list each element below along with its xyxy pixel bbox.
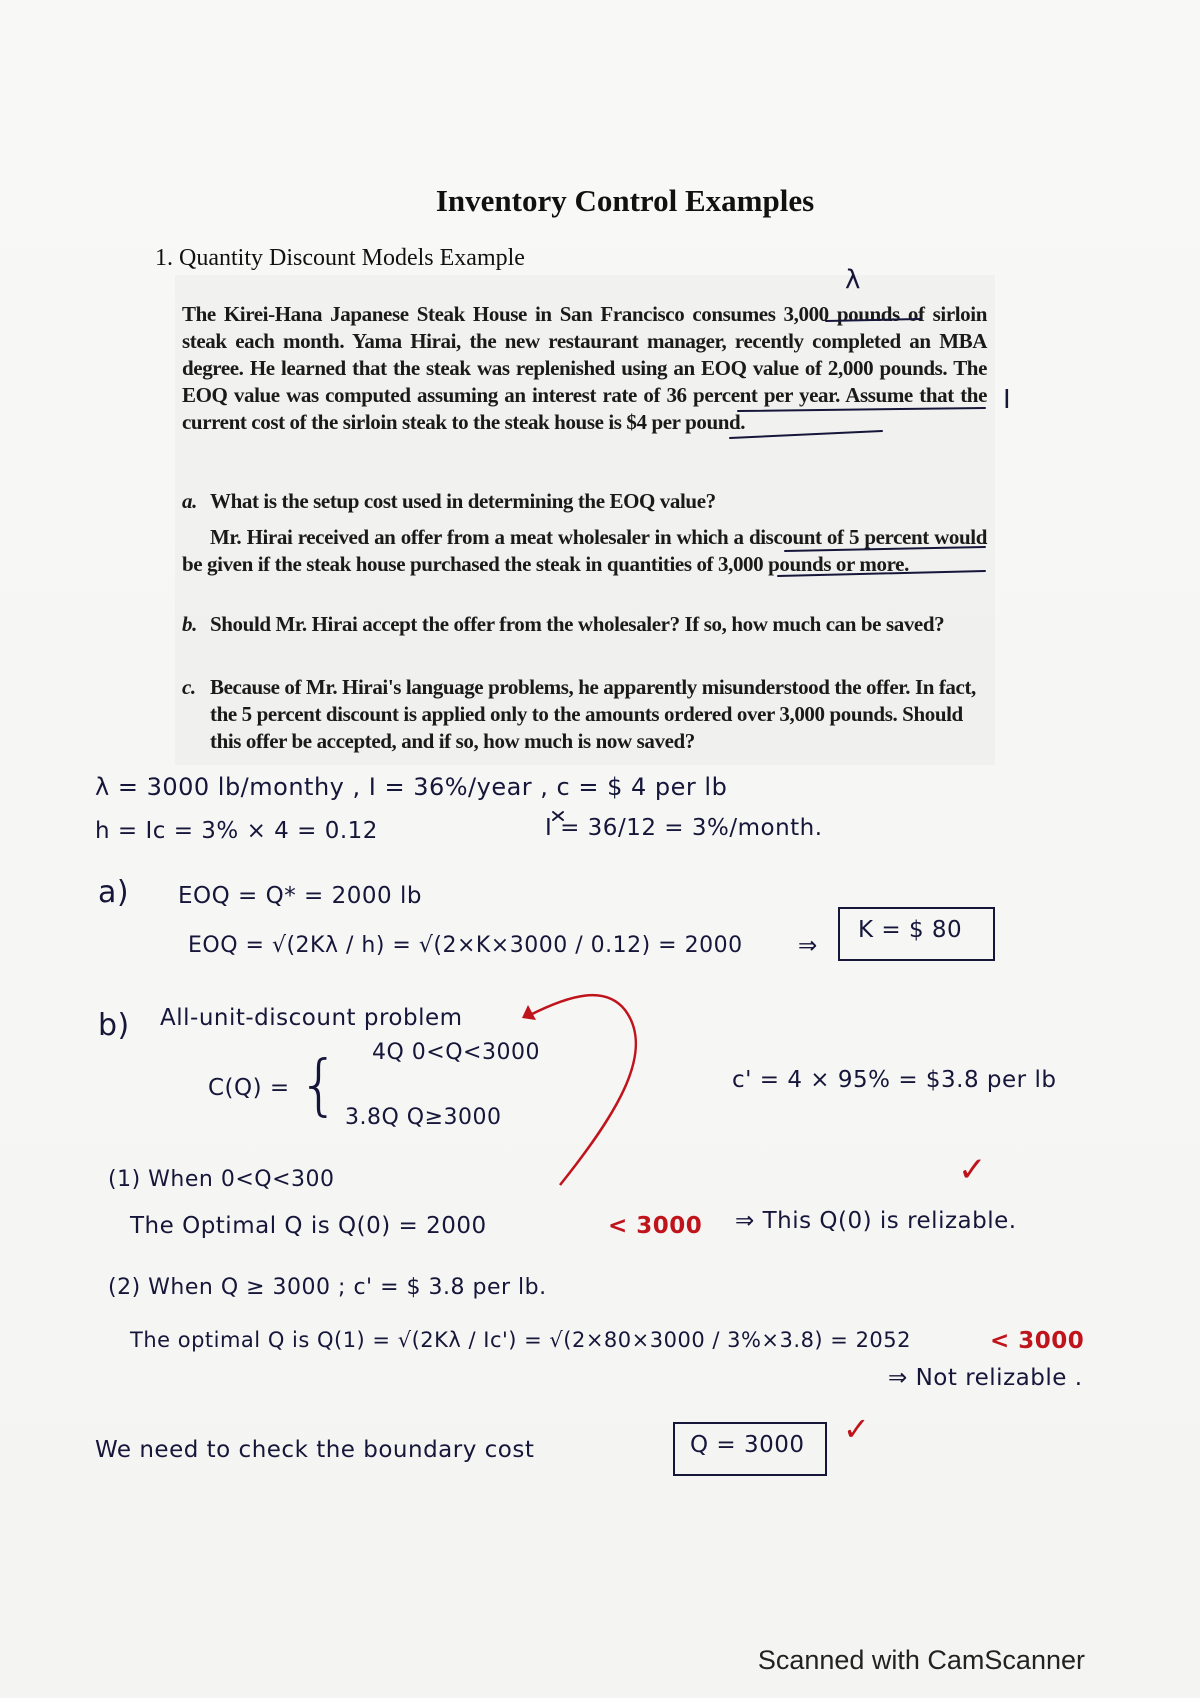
red-curved-arrow bbox=[530, 995, 636, 1185]
question-a bbox=[182, 488, 987, 515]
problem-statement: The Kirei-Hana Japanese Steak House in San Francisco consumes 3,000 pounds of sirloin steak each month. Yama Hirai, the new restaurant manager, recently completed an MBA degree. He learned that the steak was replenished using an EOQ value of 2,000 pounds. The EOQ value was computed assuming an interest rate of 36 percent per year. Assume that the current cost of the sirloin steak to the steak house is $4 per pound. bbox=[182, 302, 987, 434]
case-2-heading: (2) When Q ≥ 3000 ; c' = $ 3.8 per lb. bbox=[108, 1275, 547, 1300]
part-b-label: b) bbox=[98, 1008, 130, 1043]
monthly-interest-line: I = 36/12 = 3%/month. bbox=[545, 815, 823, 841]
setup-cost-result: K = $ 80 bbox=[858, 917, 963, 943]
question-c bbox=[182, 674, 987, 755]
brace-icon: { bbox=[298, 1046, 341, 1123]
question-a-label: a. bbox=[182, 489, 197, 513]
case-1-conclusion: ⇒ This Q(0) is relizable. bbox=[735, 1208, 1017, 1234]
lambda-mark: λ bbox=[845, 265, 861, 295]
case-2-comparison: < 3000 bbox=[990, 1328, 1085, 1354]
given-values-line: λ = 3000 lb/monthy , I = 36%/year , c = $ 4 per lb bbox=[95, 773, 728, 801]
red-arrowhead-icon bbox=[522, 1005, 536, 1020]
question-c-label: c. bbox=[182, 675, 196, 699]
scanner-watermark: Scanned with CamScanner bbox=[757, 1645, 1085, 1675]
question-b bbox=[182, 611, 987, 638]
case-2-optimal: The optimal Q is Q(1) = √(2Kλ / Ic') = √(2×80×3000 / 3%×3.8) = 2052 bbox=[130, 1328, 912, 1352]
case-2-conclusion: ⇒ Not relizable . bbox=[888, 1365, 1083, 1391]
implies-arrow: ⇒ bbox=[798, 933, 818, 959]
case-1-optimal: The Optimal Q is Q(0) = 2000 bbox=[130, 1213, 487, 1239]
part-a-eoq-given: EOQ = Q* = 2000 lb bbox=[178, 883, 422, 909]
question-b-text: Should Mr. Hirai accept the offer from the wholesaler? If so, how much can be saved? bbox=[210, 612, 945, 636]
cost-function-label: C(Q) = bbox=[208, 1075, 290, 1101]
cost-case-1: 4Q 0<Q<3000 bbox=[372, 1040, 540, 1065]
discounted-cost: c' = 4 × 95% = $3.8 per lb bbox=[732, 1067, 1057, 1093]
question-c-text: Because of Mr. Hirai's language problems, he apparently misunderstood the offer. In fact, the 5 percent discount is applied only to the amounts ordered over 3,000 pounds. Should this offer be accepted, and if so, how much is now saved? bbox=[210, 675, 976, 753]
checkmark-2-icon: ✓ bbox=[843, 1410, 871, 1448]
question-b-label: b. bbox=[182, 612, 197, 636]
part-a-label: a) bbox=[98, 875, 130, 910]
page-title: Inventory Control Examples bbox=[435, 183, 815, 218]
boundary-value: Q = 3000 bbox=[690, 1432, 805, 1458]
boundary-check-text: We need to check the boundary cost bbox=[95, 1437, 535, 1463]
cost-case-2: 3.8Q Q≥3000 bbox=[345, 1105, 502, 1130]
part-b-heading: All-unit-discount problem bbox=[160, 1005, 463, 1031]
interest-mark: I bbox=[1003, 385, 1012, 415]
case-1-heading: (1) When 0<Q<300 bbox=[108, 1167, 335, 1192]
section-heading: 1. Quantity Discount Models Example bbox=[155, 245, 525, 271]
offer-statement: Mr. Hirai received an offer from a meat wholesaler in which a discount of 5 percent would be given if the steak house purchased the steak in quantities of 3,000 pounds or more. bbox=[182, 525, 987, 576]
case-1-comparison: < 3000 bbox=[608, 1213, 703, 1239]
checkmark-1-icon: ✓ bbox=[958, 1150, 987, 1190]
holding-cost-line: h = Ic = 3% × 4 = 0.12 bbox=[95, 818, 378, 844]
question-a-text: What is the setup cost used in determining the EOQ value? bbox=[210, 489, 716, 513]
part-a-eoq-formula: EOQ = √(2Kλ / h) = √(2×K×3000 / 0.12) = 2000 bbox=[188, 933, 743, 958]
